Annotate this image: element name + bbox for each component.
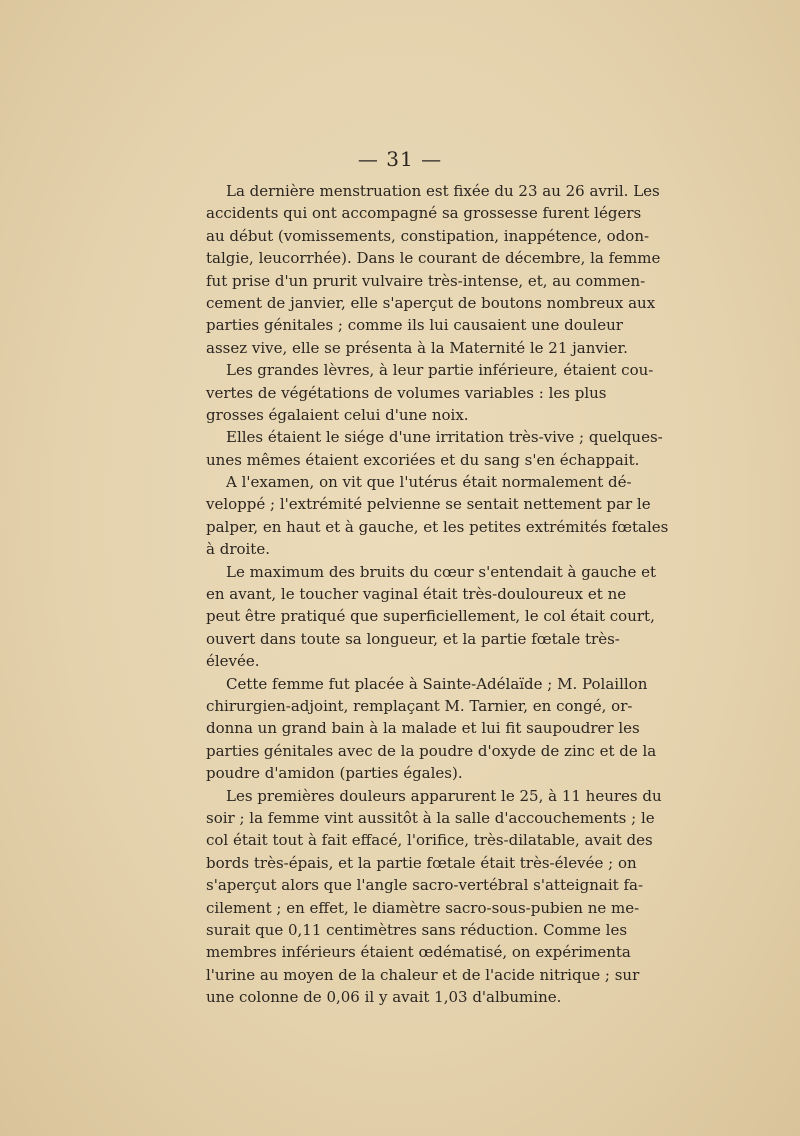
text-line: unes mêmes étaient excoriées et du sang s'en échappait. bbox=[206, 450, 640, 469]
text-line: membres inférieurs étaient œdématisé, on expérimenta bbox=[206, 943, 631, 962]
text-line: cilement ; en effet, le diamètre sacro-sous-pubien ne me- bbox=[206, 898, 640, 917]
text-line: à droite. bbox=[206, 540, 270, 559]
text-line: Les premières douleurs apparurent le 25, à 11 heures du bbox=[226, 786, 662, 805]
text-line: Cette femme fut placée à Sainte-Adélaïde ; M. Polaillon bbox=[226, 674, 648, 693]
text-line: palper, en haut et à gauche, et les petites extrémités fœtales bbox=[206, 517, 669, 536]
text-line: en avant, le toucher vaginal était très-douloureux et ne bbox=[206, 585, 627, 604]
text-line: A l'examen, on vit que l'utérus était normalement dé- bbox=[226, 473, 632, 492]
text-line: ouvert dans toute sa longueur, et la partie fœtale très- bbox=[206, 629, 620, 648]
text-line: cement de janvier, elle s'aperçut de boutons nombreux aux bbox=[206, 293, 656, 312]
text-line: surait que 0,11 centimètres sans réduction. Comme les bbox=[206, 920, 628, 939]
text-line: chirurgien-adjoint, remplaçant M. Tarnier, en congé, or- bbox=[206, 696, 633, 715]
text-line: parties génitales ; comme ils lui causaient une douleur bbox=[206, 316, 623, 335]
page-number: — 31 — bbox=[357, 147, 443, 171]
text-line: talgie, leucorrhée). Dans le courant de décembre, la femme bbox=[206, 249, 661, 268]
text-line: grosses égalaient celui d'une noix. bbox=[206, 405, 469, 424]
text-line: parties génitales avec de la poudre d'oxyde de zinc et de la bbox=[206, 741, 657, 760]
text-line: veloppé ; l'extrémité pelvienne se sentait nettement par le bbox=[206, 495, 651, 514]
text-line: s'aperçut alors que l'angle sacro-vertébral s'atteignait fa- bbox=[206, 876, 644, 895]
text-line: l'urine au moyen de la chaleur et de l'acide nitrique ; sur bbox=[206, 965, 640, 984]
text-line: Elles étaient le siége d'une irritation très-vive ; quelques- bbox=[226, 428, 663, 447]
text-line: fut prise d'un prurit vulvaire très-intense, et, au commen- bbox=[206, 271, 646, 290]
text-line: col était tout à fait effacé, l'orifice, très-dilatable, avait des bbox=[206, 831, 653, 850]
text-line: assez vive, elle se présenta à la Maternité le 21 janvier. bbox=[206, 338, 628, 357]
text-line: vertes de végétations de volumes variables : les plus bbox=[206, 383, 607, 402]
text-line: soir ; la femme vint aussitôt à la salle d'accouchements ; le bbox=[206, 808, 655, 827]
text-line: une colonne de 0,06 il y avait 1,03 d'albumine. bbox=[206, 988, 562, 1007]
text-line: accidents qui ont accompagné sa grossesse furent légers bbox=[206, 204, 642, 223]
text-line: Les grandes lèvres, à leur partie inférieure, étaient cou- bbox=[226, 361, 654, 380]
text-line: La dernière menstruation est fixée du 23 au 26 avril. Les bbox=[226, 182, 660, 200]
text-line: Le maximum des bruits du cœur s'entendait à gauche et bbox=[226, 562, 657, 581]
body-text bbox=[206, 180, 669, 1008]
text-line: au début (vomissements, constipation, inappétence, odon- bbox=[206, 226, 650, 245]
text-line: bords très-épais, et la partie fœtale était très-élevée ; on bbox=[206, 853, 637, 872]
text-line: poudre d'amidon (parties égales). bbox=[206, 764, 463, 783]
text-line: élevée. bbox=[206, 652, 260, 671]
text-line: donna un grand bain à la malade et lui fit saupoudrer les bbox=[206, 719, 640, 738]
text-line: peut être pratiqué que superficiellement, le col était court, bbox=[206, 607, 655, 626]
